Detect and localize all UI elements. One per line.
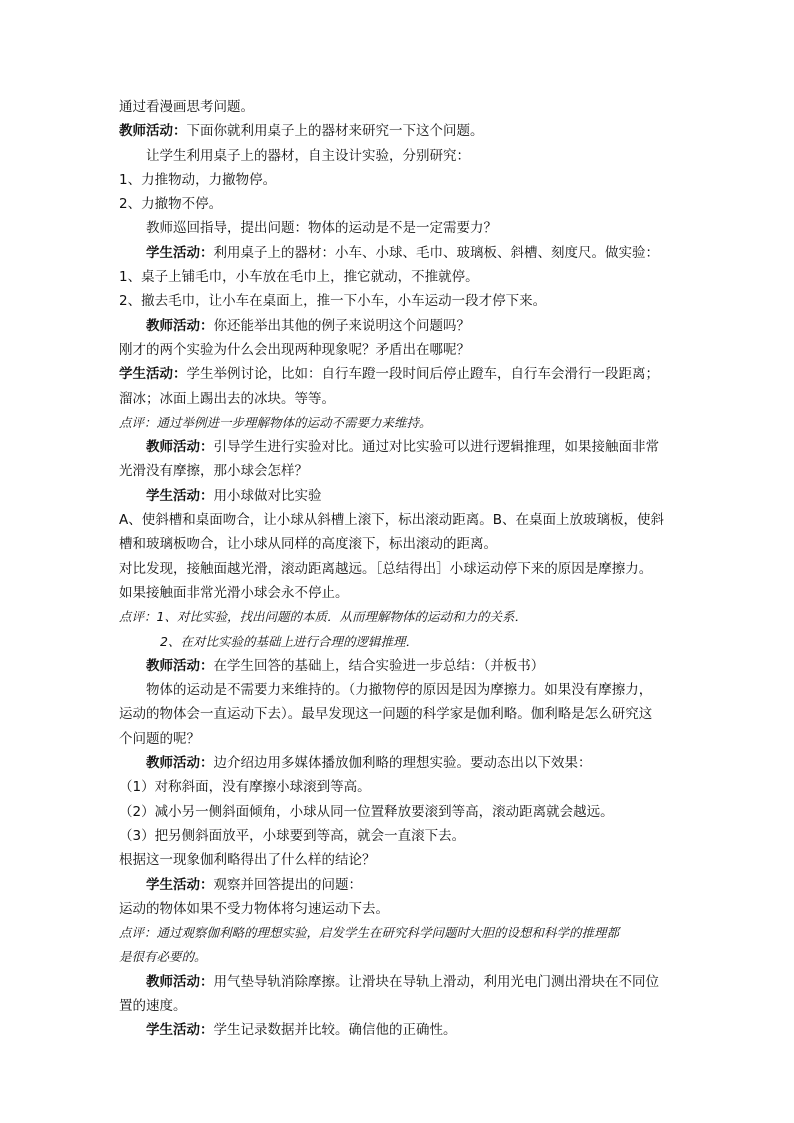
paragraph-text: 光滑没有摩擦，那小球会怎样？ (119, 463, 308, 480)
paragraph-text: 让学生利用桌子上的器材，自主设计实验，分别研究： (146, 147, 470, 164)
activity-label: 教师活动： (146, 755, 214, 772)
paragraph-text: 用小球做对比实验 (213, 487, 322, 504)
comment-text: 点评：1、对比实验，找出问题的本质．从而理解物体的运动和力的关系． (119, 609, 527, 625)
paragraph (119, 362, 689, 386)
paragraph-text: 教师巡回指导，提出问题：物体的运动是不是一定需要力？ (146, 220, 497, 237)
paragraph-text: 在学生回答的基础上，结合实验进一步总结：（并板书） (213, 657, 545, 674)
paragraph-text: 通过看漫画思考问题。 (119, 99, 254, 115)
list-item (119, 168, 689, 192)
paragraph (119, 751, 689, 775)
paragraph-text: 2、撤去毛巾，让小车在桌面上，推一下小车，小车运动一段才停下来。 (119, 293, 547, 310)
paragraph-text: 运动的物体会一直运动下去）。最早发现这一问题的科学家是伽利略。伽利略是怎么研究这 (119, 706, 653, 723)
paragraph (119, 459, 689, 483)
paragraph (119, 144, 689, 168)
list-item (119, 775, 689, 799)
paragraph (119, 508, 689, 532)
list-item (119, 800, 689, 824)
paragraph-text: 1、桌子上铺毛巾，小车放在毛巾上，推它就动，不推就停。 (119, 269, 479, 286)
comment (119, 411, 689, 435)
paragraph-text: 个问题的呢？ (119, 730, 200, 747)
paragraph-text: A、使斜槽和桌面吻合，让小球从斜槽上滚下，标出滚动距离。B、在桌面上放玻璃板，使斜 (119, 512, 664, 529)
paragraph (119, 873, 689, 897)
paragraph (119, 338, 689, 362)
paragraph-text: 用气垫导轨消除摩擦。让滑块在导轨上滑动，利用光电门测出滑块在不同位 (213, 973, 659, 990)
paragraph (119, 678, 689, 702)
paragraph-text: 如果接触面非常光滑小球会永不停止。 (119, 584, 349, 601)
comment (119, 921, 689, 945)
list-item (119, 192, 689, 216)
paragraph-text: （2）减小另一侧斜面倾角，小球从同一位置释放要滚到等高，滚动距离就会越远。 (119, 803, 614, 820)
activity-label: 学生活动： (146, 1022, 214, 1039)
paragraph-text: 学生举例讨论，比如：自行车蹬一段时间后停止蹬车，自行车会滑行一段距离； (186, 366, 659, 383)
activity-label: 教师活动： (119, 123, 187, 140)
activity-label: 学生活动： (146, 244, 214, 261)
paragraph-text: 对比发现，接触面越光滑，滚动距离越远。［总结得出］小球运动停下来的原因是摩擦力。 (119, 560, 653, 577)
paragraph-text: 溜冰；冰面上踢出去的冰块。等等。 (119, 390, 335, 407)
list-item (119, 265, 689, 289)
paragraph-text: 运动的物体如果不受力物体将匀速运动下去。 (119, 900, 389, 917)
comment-text: 点评：通过举例进一步理解物体的运动不需要力来维持。 (119, 414, 432, 430)
paragraph-text: 引导学生进行实验对比。通过对比实验可以进行逻辑推理，如果接触面非常 (213, 439, 659, 456)
paragraph-text: 下面你就利用桌子上的器材来研究一下这个问题。 (186, 123, 484, 140)
comment-text: 是很有必要的。 (119, 949, 207, 965)
comment (119, 630, 689, 654)
paragraph (119, 654, 689, 678)
paragraph (119, 484, 689, 508)
activity-label: 教师活动： (146, 973, 214, 990)
paragraph-text: 观察并回答提出的问题： (213, 876, 362, 893)
paragraph-text: 学生记录数据并比较。确信他的正确性。 (213, 1022, 457, 1039)
comment (119, 605, 689, 629)
paragraph-text: 槽和玻璃板吻合，让小球从同样的高度滚下，标出滚动的距离。 (119, 536, 497, 553)
activity-label: 教师活动： (146, 657, 214, 674)
paragraph (119, 557, 689, 581)
paragraph (119, 970, 689, 994)
comment (119, 945, 689, 969)
activity-label: 学生活动： (146, 876, 214, 893)
paragraph (119, 95, 689, 119)
activity-label: 学生活动： (146, 487, 214, 504)
paragraph-text: 你还能举出其他的例子来说明这个问题吗？ (213, 317, 470, 334)
paragraph (119, 216, 689, 240)
activity-label: 学生活动： (119, 366, 187, 383)
paragraph-text: 刚才的两个实验为什么会出现两种现象呢？矛盾出在哪呢？ (119, 341, 470, 358)
paragraph (119, 1018, 689, 1042)
paragraph (119, 241, 689, 265)
document-body (119, 95, 689, 1043)
activity-label: 教师活动： (146, 317, 214, 334)
paragraph-text: （3）把另侧斜面放平，小球要到等高，就会一直滚下去。 (119, 827, 466, 844)
activity-label: 教师活动： (146, 439, 214, 456)
paragraph-text: 2、力撤物不停。 (119, 196, 223, 213)
paragraph (119, 994, 689, 1018)
paragraph-text: 置的速度。 (119, 997, 187, 1014)
paragraph (119, 848, 689, 872)
paragraph-text: （1）对称斜面，没有摩擦小球滚到等高。 (119, 779, 371, 796)
paragraph-text: 根据这一现象伽利略得出了什么样的结论？ (119, 852, 376, 869)
paragraph-text: 物体的运动是不需要力来维持的。（力撤物停的原因是因为摩擦力。如果没有摩擦力， (146, 682, 653, 699)
list-item (119, 289, 689, 313)
list-item (119, 824, 689, 848)
paragraph (119, 897, 689, 921)
paragraph-text: 边介绍边用多媒体播放伽利略的理想实验。要动态出以下效果： (213, 755, 592, 772)
comment-text: 2、在对比实验的基础上进行合理的逻辑推理． (160, 633, 418, 649)
paragraph (119, 727, 689, 751)
comment-text: 点评：通过观察伽利略的理想实验，启发学生在研究科学问题时大胆的设想和科学的推理都 (119, 925, 620, 941)
paragraph (119, 532, 689, 556)
paragraph (119, 119, 689, 143)
paragraph (119, 387, 689, 411)
paragraph-text: 利用桌子上的器材：小车、小球、毛巾、玻璃板、斜槽、刻度尺。做实验： (213, 244, 659, 261)
paragraph (119, 314, 689, 338)
paragraph (119, 702, 689, 726)
paragraph (119, 581, 689, 605)
paragraph-text: 1、力推物动，力撤物停。 (119, 171, 277, 188)
paragraph (119, 435, 689, 459)
